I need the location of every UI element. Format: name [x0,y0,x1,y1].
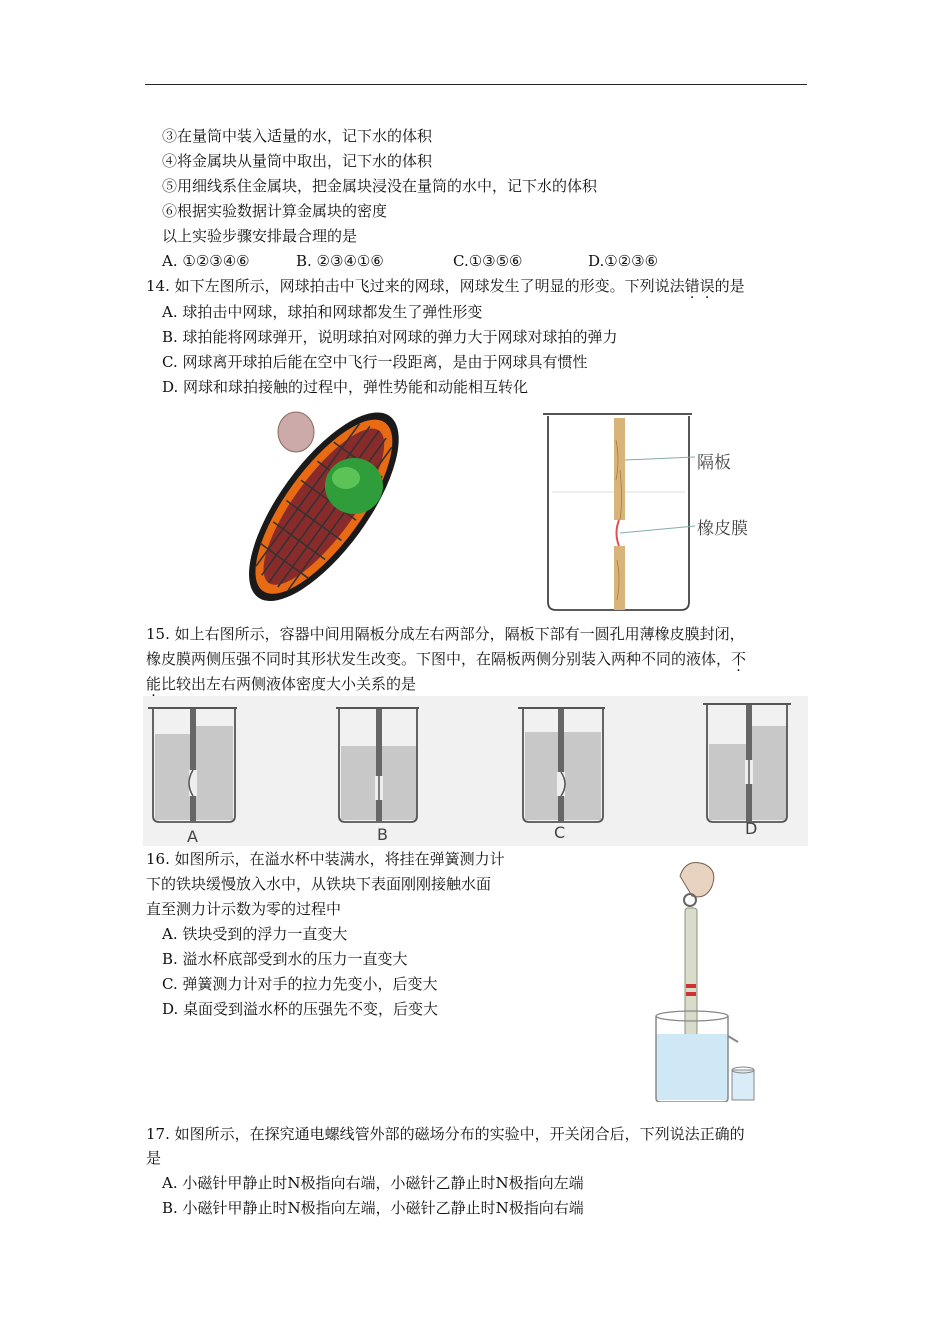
q17-option-a: A. 小磁针甲静止时N极指向右端，小磁针乙静止时N极指向左端 [162,1174,584,1192]
spring-scale-overflow-cup-image [650,856,762,1102]
q15-stem-line-3: 能比较出左右两侧液体密度大小关系的是 [146,675,417,693]
emphasis-char: 误 [699,277,715,295]
q17-option-b: B. 小磁针甲静止时N极指向左端，小磁针乙静止时N极指向右端 [162,1199,584,1217]
q15-stem-line-1: 15. 如上右图所示，容器中间用隔板分成左右两部分，隔板下部有一圆孔用薄橡皮膜封闭， [146,625,745,643]
q16-option-b: B. 溢水杯底部受到水的压力一直变大 [162,950,408,968]
partition-label: 隔板 [697,453,731,473]
q16-stem-line-1: 16. 如图所示，在溢水杯中装满水，将挂在弹簧测力计 [146,850,505,868]
q13-step-3: ③在量筒中装入适量的水，记下水的体积 [162,127,433,145]
option-d-label: D [745,819,758,838]
partition-container-diagram [540,410,790,616]
q15-options-figure [143,696,808,846]
q15-stem-line-2: 橡皮膜两侧压强不同时其形状发生改变。下图中，在隔板两侧分别装入两种不同的液体，不 [146,650,747,668]
q17-stem-line-1: 17. 如图所示，在探究通电螺线管外部的磁场分布的实验中，开关闭合后，下列说法正确的 [146,1125,745,1143]
option-c-label: C [554,823,566,842]
q14-option-d: D. 网球和球拍接触的过程中，弹性势能和动能相互转化 [162,378,529,396]
q14-option-a: A. 球拍击中网球，球拍和网球都发生了弹性形变 [162,303,483,321]
q16-stem-line-2: 下的铁块缓慢放入水中，从铁块下表面刚刚接触水面 [146,875,492,893]
q16-option-c: C. 弹簧测力计对手的拉力先变小，后变大 [162,975,438,993]
header-rule [145,84,807,85]
option-a-label: A [187,827,198,846]
membrane-label: 橡皮膜 [697,519,748,539]
q13-step-6: ⑥根据实验数据计算金属块的密度 [162,202,388,220]
q13-option-a: A. ①②③④⑥ [162,252,250,270]
q14-option-b: B. 球拍能将网球弹开，说明球拍对网球的弹力大于网球对球拍的弹力 [162,328,618,346]
q17-stem-line-2: 是 [146,1149,162,1167]
emphasis-char: 能 [146,675,162,693]
emphasis-char: 错 [684,277,700,295]
q13-step-4: ④将金属块从量筒中取出，记下水的体积 [162,152,433,170]
q13-option-d: D.①②③⑥ [588,252,659,270]
q16-option-a: A. 铁块受到的浮力一直变大 [162,925,348,943]
q13-prompt: 以上实验步骤安排最合理的是 [162,227,358,245]
emphasis-char: 不 [731,650,747,668]
q14-option-c: C. 网球离开球拍后能在空中飞行一段距离，是由于网球具有惯性 [162,353,588,371]
q14-stem: 14. 如下左图所示，网球拍击中飞过来的网球，网球发生了明显的形变。下列说法错误的是 [146,277,745,295]
q16-option-d: D. 桌面受到溢水杯的压强先不变，后变大 [162,1000,439,1018]
q13-option-b: B. ②③④①⑥ [296,252,384,270]
option-b-label: B [377,825,388,844]
q13-option-c: C.①③⑤⑥ [453,252,523,270]
q13-step-5: ⑤用细线系住金属块，把金属块浸没在量筒的水中，记下水的体积 [162,177,598,195]
tennis-racket-image [228,402,433,610]
q16-stem-line-3: 直至测力计示数为零的过程中 [146,900,342,918]
